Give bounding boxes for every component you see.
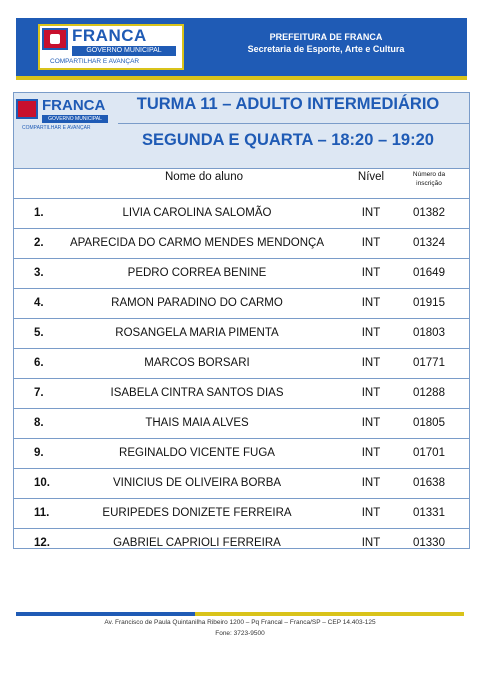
title-divider	[118, 123, 469, 124]
registration-number: 01638	[413, 477, 445, 489]
table-row	[14, 379, 469, 409]
table-row	[14, 229, 469, 259]
footer-divider	[16, 612, 464, 616]
title-box	[14, 93, 469, 169]
row-number: 12.	[34, 537, 50, 549]
logo-band: GOVERNO MUNICIPAL	[72, 46, 176, 56]
row-number: 8.	[34, 417, 44, 429]
student-level: INT	[361, 387, 381, 399]
logo-slogan: COMPARTILHAR E AVANÇAR	[50, 58, 140, 65]
student-level: INT	[361, 357, 381, 369]
row-number: 5.	[34, 327, 44, 339]
student-name: RAMON PARADINO DO CARMO	[111, 297, 283, 309]
student-name: ISABELA CINTRA SANTOS DIAS	[110, 387, 284, 399]
row-number: 1.	[34, 207, 44, 219]
student-name: GABRIEL CAPRIOLI FERREIRA	[113, 537, 281, 549]
logo-name: FRANCA	[72, 26, 147, 45]
registration-number: 01805	[413, 417, 445, 429]
student-name: EURIPEDES DONIZETE FERREIRA	[102, 507, 292, 519]
city-emblem-icon	[16, 99, 38, 119]
registration-number: 01803	[413, 327, 445, 339]
table-row	[14, 529, 469, 558]
header-line1: PREFEITURA DE FRANCA	[269, 32, 383, 42]
column-header-row	[14, 168, 469, 199]
student-name: APARECIDA DO CARMO MENDES MENDONÇA	[69, 237, 325, 249]
column-header-name: Nome do aluno	[165, 171, 243, 183]
student-level: INT	[361, 327, 381, 339]
student-name: REGINALDO VICENTE FUGA	[119, 447, 275, 459]
student-name: MARCOS BORSARI	[144, 357, 250, 369]
registration-number: 01324	[413, 237, 445, 249]
student-level: INT	[361, 537, 381, 549]
student-name: ROSANGELA MARIA PIMENTA	[115, 327, 279, 339]
footer-address: Av. Francisco de Paula Quintanilha Ribeiro 1200 – Pq Francal – Franca/SP – CEP 14.403-125	[104, 619, 376, 626]
student-name: PEDRO CORREA BENINE	[127, 267, 267, 279]
registration-number: 01701	[413, 447, 445, 459]
class-list-table	[13, 92, 470, 549]
table-row	[14, 289, 469, 319]
student-name: LIVIA CAROLINA SALOMÃO	[122, 207, 272, 219]
table-row	[14, 349, 469, 379]
table-row	[14, 319, 469, 349]
student-name: THAIS MAIA ALVES	[145, 417, 249, 429]
table-row	[14, 499, 469, 529]
student-rows	[14, 199, 469, 558]
student-level: INT	[361, 477, 381, 489]
row-number: 10.	[34, 477, 50, 489]
header-line2: Secretaria de Esporte, Arte e Cultura	[247, 44, 405, 54]
table-row	[14, 469, 469, 499]
header-text	[206, 32, 446, 54]
student-name: VINICIUS DE OLIVEIRA BORBA	[112, 477, 282, 489]
table-row	[14, 199, 469, 229]
footer-phone: Fone: 3723-9500	[215, 630, 265, 637]
registration-number: 01771	[413, 357, 445, 369]
class-schedule: SEGUNDA E QUARTA – 18:20 – 19:20	[142, 131, 434, 149]
registration-number: 01649	[413, 267, 445, 279]
logo-name: FRANCA	[42, 97, 106, 114]
registration-number: 01331	[413, 507, 445, 519]
logo-band: GOVERNO MUNICIPAL	[42, 115, 108, 123]
registration-number: 01330	[413, 537, 445, 549]
table-row	[14, 259, 469, 289]
city-emblem-icon	[42, 28, 68, 50]
row-number: 2.	[34, 237, 44, 249]
table-row	[14, 409, 469, 439]
row-number: 6.	[34, 357, 44, 369]
row-number: 4.	[34, 297, 44, 309]
registration-number: 01915	[413, 297, 445, 309]
logo-slogan: COMPARTILHAR E AVANÇAR	[22, 125, 91, 131]
franca-logo-small	[16, 97, 112, 133]
page-header	[16, 18, 467, 80]
student-level: INT	[361, 447, 381, 459]
student-level: INT	[361, 207, 381, 219]
row-number: 9.	[34, 447, 44, 459]
student-level: INT	[361, 297, 381, 309]
row-number: 11.	[34, 507, 50, 519]
row-number: 7.	[34, 387, 44, 399]
row-number: 3.	[34, 267, 44, 279]
student-level: INT	[361, 237, 381, 249]
column-header-level: Nível	[357, 171, 385, 183]
student-level: INT	[361, 507, 381, 519]
column-header-registration: Número da inscrição	[412, 171, 446, 187]
registration-number: 01382	[413, 207, 445, 219]
student-level: INT	[361, 267, 381, 279]
registration-number: 01288	[413, 387, 445, 399]
class-title: TURMA 11 – ADULTO INTERMEDIÁRIO	[136, 95, 440, 113]
table-row	[14, 439, 469, 469]
student-level: INT	[361, 417, 381, 429]
franca-logo	[38, 24, 184, 70]
